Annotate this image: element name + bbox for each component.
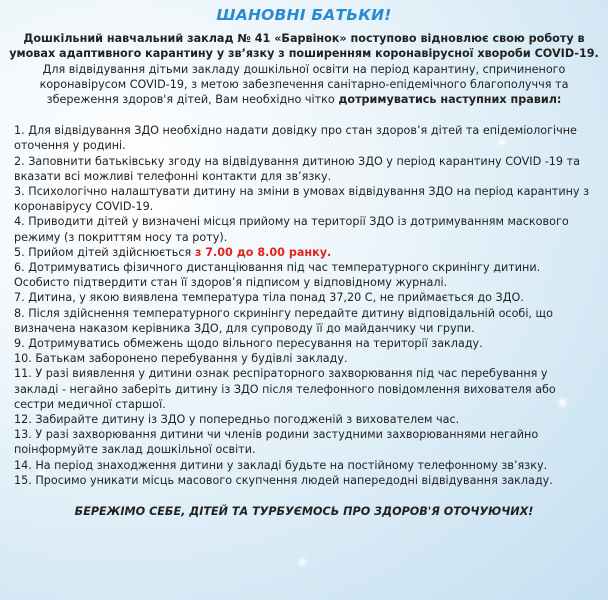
rule-item: 1. Для відвідування ЗДО необхідно надати довідку про стан здоров’я дітей та епідеміологічне оточення у родині. <box>14 124 577 153</box>
rule-item: 7. Дитина, у якою виявлена температура тіла понад 37,20 С, не приймається до ЗДО. <box>14 291 524 305</box>
rule-item: 12. Забирайте дитину із ЗДО у попередньо погодженій з вихователем час. <box>14 413 460 427</box>
rule-item: 10. Батькам заборонено перебування у будівлі закладу. <box>14 352 348 366</box>
page-title: ШАНОВНІ БАТЬКИ! <box>216 6 392 24</box>
intro-text: Для відвідування дітьми закладу дошкільної освіти на період карантину, спричиненого коронавірусом COVID-19, з метою забезпечення санітарно-епідемічного благополуччя та збереження здоров'я дітей, Вам необхідно чітко <box>39 62 569 107</box>
rule-item: 15. Просимо уникати місць масового скупчення людей напередодні відвідування закладу. <box>14 473 553 487</box>
rule-item: 2. Заповнити батьківську згоду на відвідування дитиною ЗДО у період карантину COVID -19 та вказати всі можливі телефонні контакти для зв’язку. <box>14 154 580 183</box>
rule-item: 11. У разі виявлення у дитини ознак респіраторного захворювання під час перебування у закладі - негайно заберіть дитину із ЗДО після телефонного повідомлення вихователя або сестри медичної старшої. <box>14 367 556 411</box>
rule-item <box>14 245 594 260</box>
rules-list <box>8 123 600 488</box>
intro-paragraph <box>8 62 600 108</box>
rule-item: 3. Психологічно налаштувати дитину на зміни в умовах відвідування ЗДО на період карантину з коронавірусу COVID-19. <box>14 185 590 214</box>
rule-5-text: 5. Прийом дітей здійснюється <box>14 245 195 259</box>
rule-item: 9. Дотримуватись обмежень щодо вільного пересування на території закладу. <box>14 337 483 351</box>
sparkle-decoration <box>300 560 304 564</box>
rule-item: 14. На період знаходження дитини у закладі будьте на постійному телефонному зв’язку. <box>14 458 548 472</box>
rule-item: 6. Дотримуватись фізичного дистанціювання під час температурного скринінгу дитини. Особисто підтвердити стан її здоров’я підписом у відповідному журналі. <box>14 261 541 290</box>
rule-5-time-highlight: з 7.00 до 8.00 ранку. <box>194 245 332 259</box>
intro-emphasis: дотримуватись наступних правил: <box>338 93 562 107</box>
notice-document <box>8 6 600 519</box>
rule-item: 13. У разі захворювання дитини чи членів родини застудними захворюваннями негайно поінформуйте заклад дошкільної освіти. <box>14 428 539 457</box>
intro-announcement: Дошкільний навчальний заклад № 41 «Барвінок» поступово відновлює свою роботу в умовах адаптивного карантину у зв’язку з поширенням коронавірусної хвороби COVID-19. <box>9 32 599 61</box>
rule-item: 4. Приводити дітей у визначені місця прийому на території ЗДО із дотримуванням маскового режиму (з покриттям носу та роту). <box>14 215 569 244</box>
footer-slogan: БЕРЕЖІМО СЕБЕ, ДІТЕЙ ТА ТУРБУЄМОСЬ ПРО ЗДОРОВ'Я ОТОЧУЮЧИХ! <box>74 505 534 519</box>
rule-item: 8. Після здійснення температурного скринінгу передайте дитину відповідальній особі, що визначена наказом керівника ЗДО, для супроводу її до майданчику чи групи. <box>14 306 553 335</box>
